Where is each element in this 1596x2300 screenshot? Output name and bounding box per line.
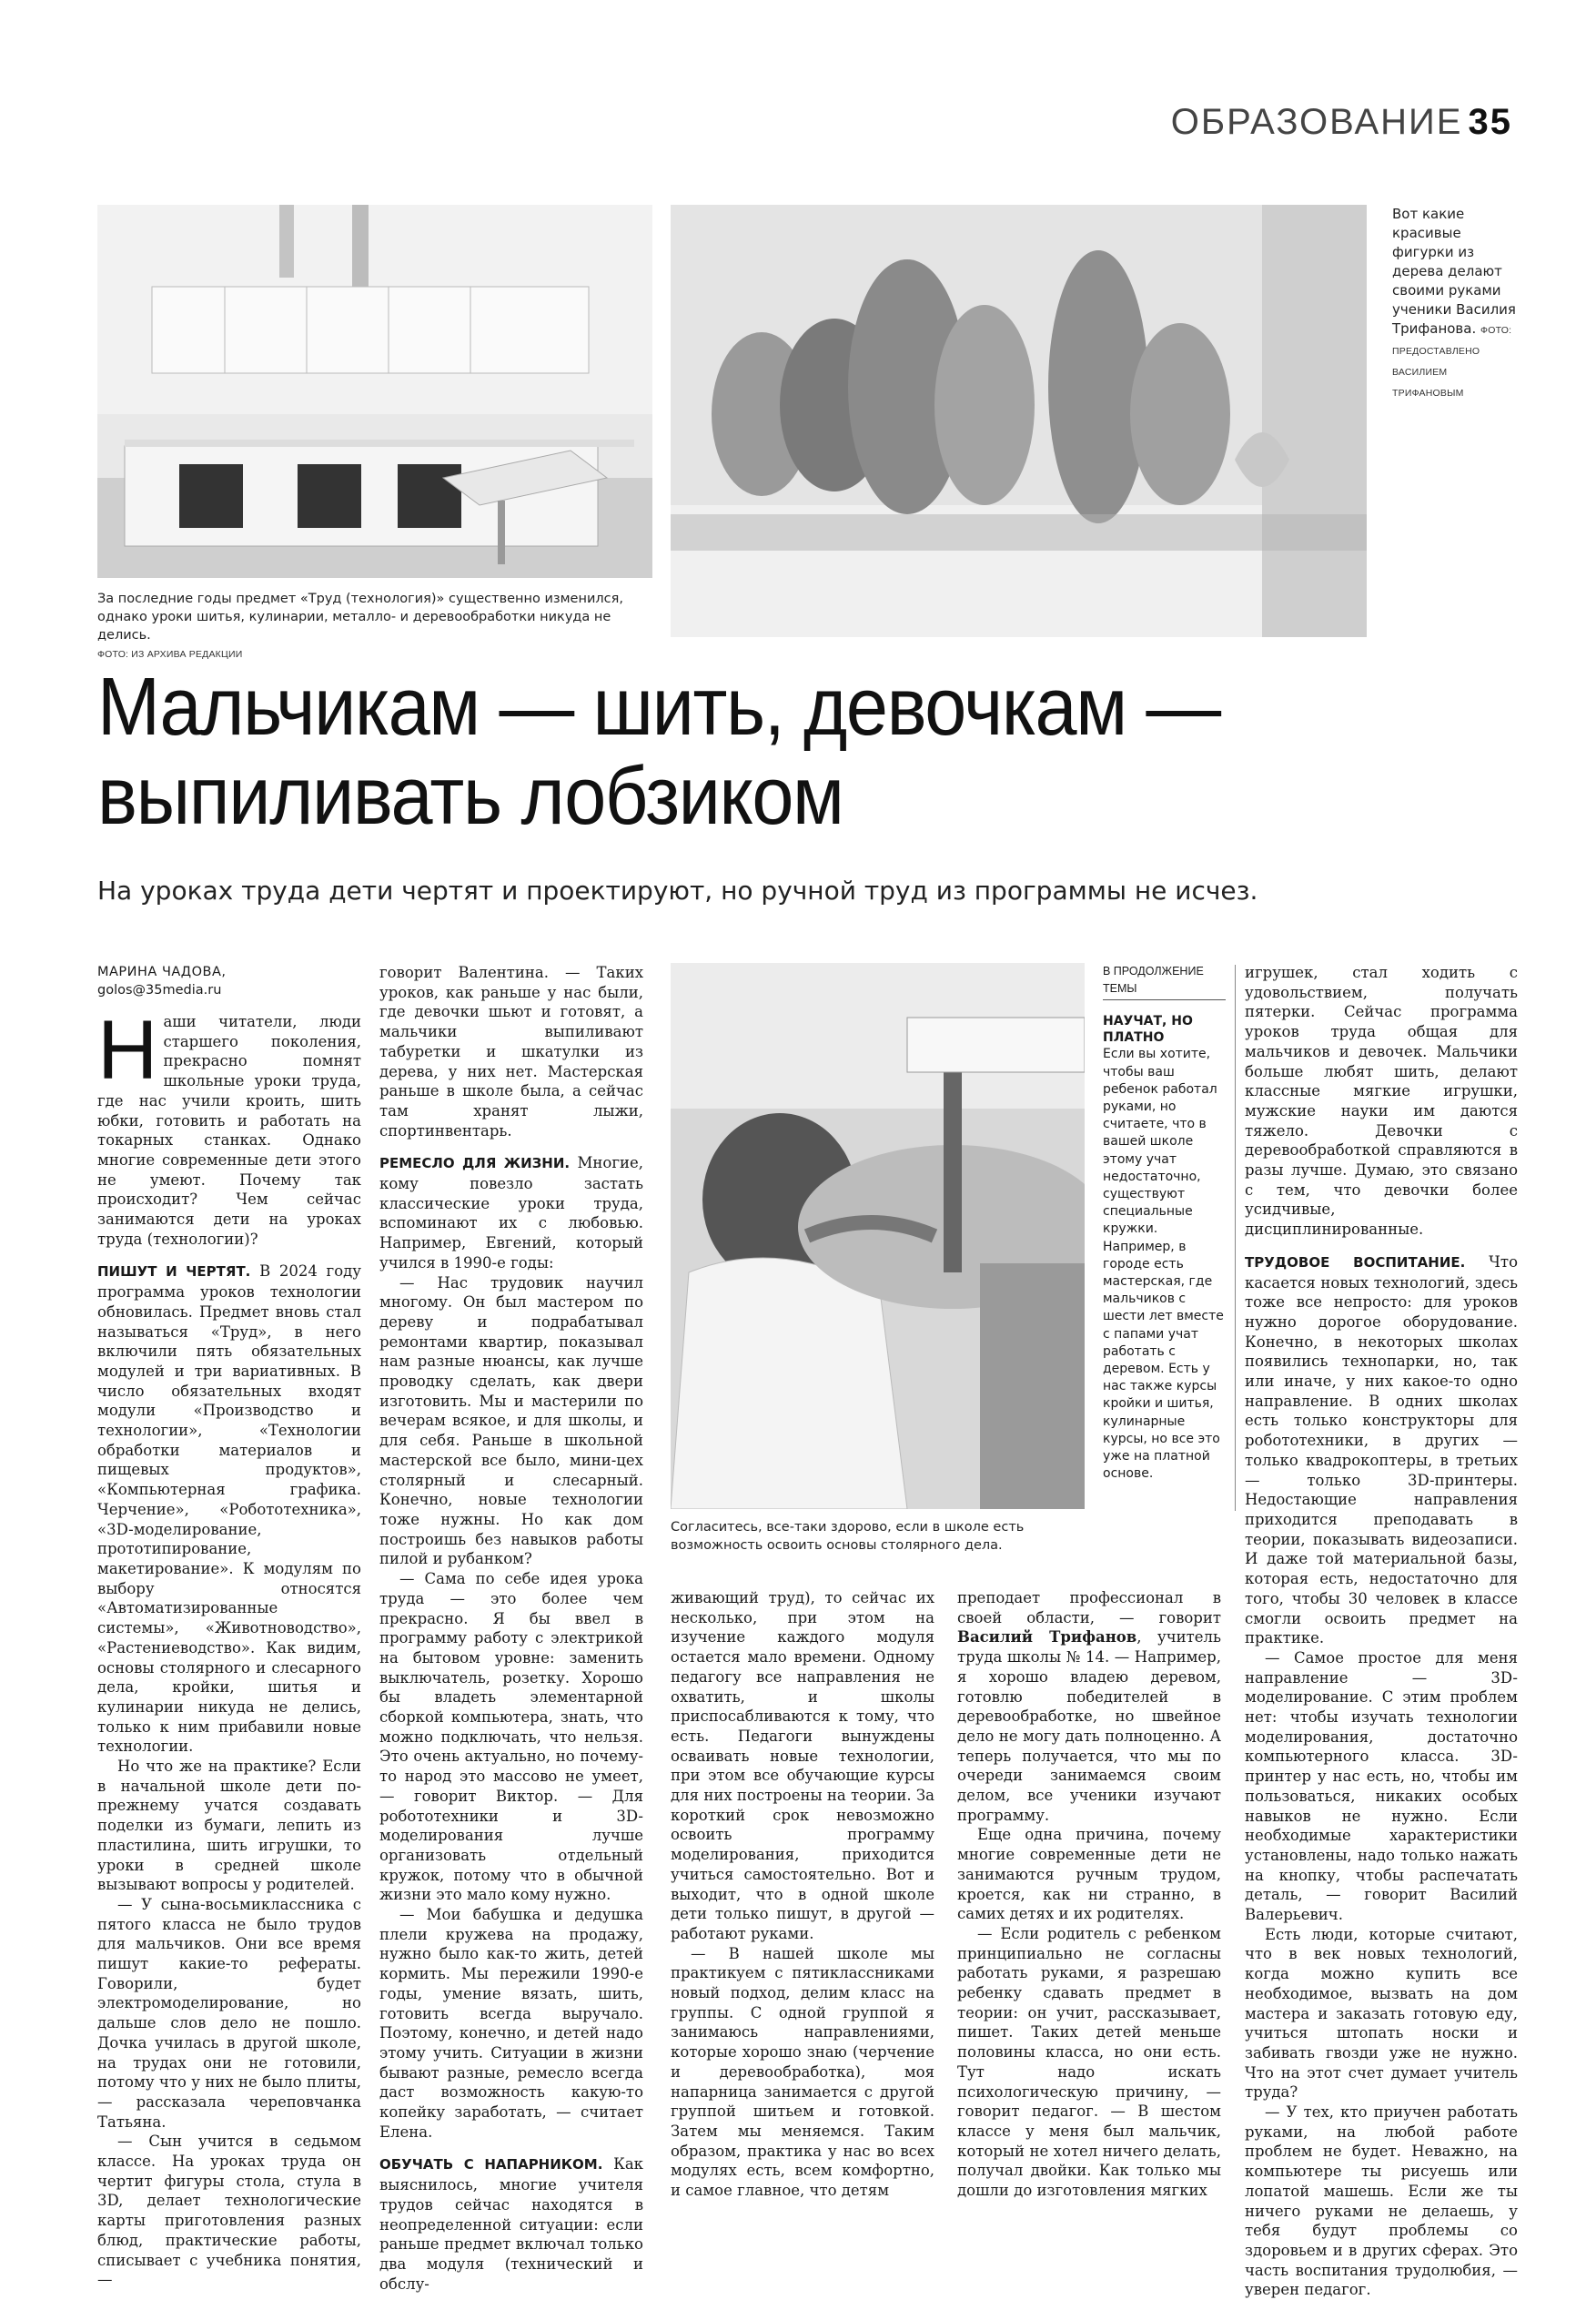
paragraph: — Самое простое для меня направление — 3D-моделирование. С этим проблем нет: чтобы изучать технологии моделирования, достаточно компьютерного класса. 3D-принтер у нас есть, но, чтобы им пользоваться, никаких особых навыков не нужно. Если необходимые характеристики установлены, надо только нажать на кнопку, чтобы распечатать деталь, — говорит Василий Валерьевич. bbox=[1245, 1648, 1518, 1924]
sidebar-title: НАУЧАТ, НО ПЛАТНО bbox=[1103, 1014, 1193, 1046]
paragraph: РЕМЕСЛО ДЛЯ ЖИЗНИ. Многие, кому повезло застать классические уроки труда, вспоминают их с любовью. Например, Евгений, который учился в 1990-е годы: bbox=[379, 1154, 643, 1272]
photo2-credit: ФОТО: ПРЕДОСТАВЛЕНО ВАСИЛИЕМ ТРИФАНОВЫМ bbox=[1392, 325, 1512, 399]
photo1-credit: ФОТО: ИЗ АРХИВА РЕДАКЦИИ bbox=[97, 649, 243, 660]
paragraph: ОБУЧАТЬ С НАПАРНИКОМ. Как выяснилось, многие учителя трудов сейчас находятся в неопределенной ситуации: если раньше предмет включал только два модуля (технический и обслу- bbox=[379, 2155, 643, 2293]
photo3-caption: Согласитесь, все-таки здорово, если в школе есть возможность освоить основы столярного дела. bbox=[671, 1520, 1025, 1553]
subheadline: На уроках труда дети чертят и проектируют, но ручной труд из программы не исчез. bbox=[97, 876, 1258, 906]
paragraph: — Сама по себе идея урока труда — это более чем прекрасно. Я бы ввел в программу работу с электрикой на бытовом уровне: заменить выключатель, розетку. Хорошо бы владеть элементарной сборкой компьютера, знать, что можно подключать, что нельзя. Это очень актуально, но почему-то народ это массово не умеет, — говорит Виктор. — Для робототехники и 3D-моделирования лучше организовать отдельный кружок, потому что в обычной жизни это мало кому нужно. bbox=[379, 1570, 643, 1904]
section-name: ОБРАЗОВАНИЕ bbox=[1170, 102, 1463, 142]
paragraph: преподает профессионал в своей области, — говорит Василий Трифанов, учитель труда школы № 14. — Например, я хорошо владею деревом, готовлю победителей в деревообработке, но швейное дело не могу дать полноценно. А теперь получается, что мы по очереди занимаемся своим делом, все ученики изучают программу. bbox=[957, 1589, 1222, 1824]
article-column-3 bbox=[671, 1588, 934, 2201]
article-column-1 bbox=[97, 1004, 361, 2290]
sidebar-divider bbox=[1235, 965, 1236, 1511]
teacher-name: Василий Трифанов bbox=[957, 1628, 1137, 1646]
paragraph: Еще одна причина, почему многие современные дети не занимаются ручным трудом, кроется, как ни странно, в самих детях и их родителях. bbox=[957, 1826, 1221, 1923]
sidebar-text: Если вы хотите, чтобы ваш ребенок работал руками, но считаете, что в вашей школе этому учат недостаточно, существуют специальные кружки. Например, в городе есть мастерская, где мальчиков с шести лет вместе с папами учат работать с деревом. Есть у нас также курсы кройки и шитья, кулинарные курсы, но все это уже на платной основе. bbox=[1103, 1047, 1224, 1482]
photo1-caption: За последние годы предмет «Труд (технология)» существенно изменился, однако уроки шитья, кулинарии, металло- и деревообработки никуда не делись. ФОТО: ИЗ АРХИВА РЕДАКЦИИ bbox=[97, 592, 623, 660]
sidebar-box bbox=[1103, 963, 1226, 1483]
section-header bbox=[1171, 102, 1512, 143]
paragraph: — Если родитель с ребенком принципиально не согласны работать руками, я разрешаю ребенку сдавать предмет в теории: он учит, рассказывает, пишет. Таких детей меньше половины класса, но они есть. Тут надо искать психологическую причину, — говорит педагог. — В шестом классе у меня был мальчик, который не хотел ничего делать, получал двойки. Как только мы дошли до изготовления мягких bbox=[957, 1924, 1221, 2200]
author-name: МАРИНА ЧАДОВА, bbox=[97, 965, 227, 979]
boy-jigsaw-photo bbox=[671, 963, 1085, 1509]
rubric-trudovoe: ТРУДОВОЕ ВОСПИТАНИЕ. bbox=[1245, 1253, 1466, 1271]
paragraph: — У тех, кто приучен работать руками, на любой работе проблем не будет. Неважно, на компьютере ты рисуешь или лопатой машешь. Если же ты ничего руками не делаешь, у тебя будут проблемы со здоровьем и в других сферах. Это часть воспитания трудолюбия, — уверен педагог. bbox=[1245, 2103, 1518, 2299]
paragraph: живающий труд), то сейчас их несколько, при этом на изучение каждого модуля остается мало времени. Одному педагогу все направления не охватить, и школы приспосабливаются к тому, что есть. Педагоги вынуждены осваивать новые технологии, при этом все обучающие курсы для них построены на теории. За короткий срок невозможно освоить программу моделирования, приходится учиться самостоятельно. Вот и выходит, что в одной школе дети только пишут, в другой — работают руками. bbox=[671, 1589, 934, 1942]
article-column-4 bbox=[957, 1588, 1221, 2201]
paragraph: ТРУДОВОЕ ВОСПИТАНИЕ. Что касается новых технологий, здесь тоже все непросто: для уроков нужно дорогое оборудование. Конечно, в некоторых школах появились технопарки, но, так или иначе, у них какое-то одно направление. В одних школах есть только конструкторы для робототехники, в других — только квадрокоптеры, в третьих — только 3D-принтеры. Недостающие направления приходится преподавать в теории, показывать видеозаписи. И даже той материальной базы, которая есть, недостаточно для того, чтобы 30 человек в классе смогли освоить предмет на практике. bbox=[1245, 1252, 1518, 1647]
page-number: 35 bbox=[1468, 102, 1512, 142]
author-email: golos@35media.ru bbox=[97, 983, 222, 998]
article-column-2 bbox=[379, 963, 643, 2294]
paragraph: говорит Валентина. — Таких уроков, как раньше у нас были, где девочки шьют и готовят, а мальчики выпиливают табуретки и шкатулки из дерева, у них нет. Мастерская раньше в школе была, а сейчас там хранят лыжи, спортинвентарь. bbox=[379, 964, 643, 1140]
headline-line-2: выпиливать лобзиком bbox=[97, 751, 843, 842]
rubric-remeslo: РЕМЕСЛО ДЛЯ ЖИЗНИ. bbox=[379, 1155, 571, 1172]
sidebar-tag: В ПРОДОЛЖЕНИЕ ТЕМЫ bbox=[1103, 963, 1226, 1000]
drop-cap: Н bbox=[97, 1004, 158, 1097]
paragraph: — В нашей школе мы практикуем с пятиклассниками новый подход, делим класс на группы. С одной группой я занимаюсь направлениями, которые хорошо знаю (черчение и деревообработка), моя напарница занимается с другой группой шитьем и готовкой. Затем мы меняемся. Таким образом, практика у нас во всех модулях есть, всем комфортно, и самое главное, что детям bbox=[671, 1944, 934, 2200]
paragraph: — У сына-восьмиклассника с пятого класса не было трудов для мальчиков. Они все время пишут какие-то рефераты. Говорили, будет электромоделирование, но дальше слов дело не пошло. Дочка училась в другой школе, на трудах они не готовили, потому что у них не было плиты, — рассказала череповчанка Татьяна. bbox=[97, 1895, 361, 2131]
paragraph: — Мои бабушка и дедушка плели кружева на продажу, нужно было как-то жить, детей кормить. Мы пережили 1990-е годы, умение вязать, шить, готовить всегда выручало. Поэтому, конечно, и детей надо этому учить. Ситуации в жизни бывают разные, ремесло всегда даст возможность какую-то копейку заработать, — считает Елена. bbox=[379, 1906, 643, 2141]
paragraph: игрушек, стал ходить с удовольствием, получать пятерки. Сейчас программа уроков труда общая для мальчиков и девочек. Мальчики больше любят шить, делают классные мягкие игрушки, мужские науки им даются тяжело. Девочки с деревообработкой справляются в разы лучше. Думаю, это связано с тем, что девочки более усидчивые, дисциплинированные. bbox=[1245, 964, 1518, 1239]
wooden-figures-photo bbox=[671, 205, 1367, 637]
article-column-5 bbox=[1245, 963, 1518, 2300]
headline-line-1: Мальчикам — шить, девочкам — bbox=[97, 662, 1220, 753]
paragraph: — Нас трудовик научил многому. Он был мастером по дереву и подрабатывал ремонтами квартир, показывал нам разные нюансы, как лучше проводку сделать, как двери изготовить. Мы и мастерили по вечерам всякое, и для школы, и для себя. Раньше в школьной мастерской все было, мини-цех столярный и слесарный. Конечно, новые технологии тоже нужны. Но как дом построишь без навыков работы пилой и рубанком? bbox=[379, 1273, 643, 1568]
paragraph: — Сын учится в седьмом классе. На уроках труда он чертит фигуры стола, стула в 3D, делает технологические карты приготовления разных блюд, практические работы, списывает с учебника понятия, — bbox=[97, 2133, 361, 2289]
paragraph: Есть люди, которые считают, что в век новых технологий, когда можно купить все необходимое, вызвать на дом мастера и заказать готовую еду, учиться штопать носки и забивать гвозди уже не нужно. Что на этот счет думает учитель труда? bbox=[1245, 1925, 1518, 2102]
rubric-pishut: ПИШУТ И ЧЕРТЯТ. bbox=[97, 1263, 251, 1281]
author-byline bbox=[97, 963, 227, 999]
paragraph: ПИШУТ И ЧЕРТЯТ. В 2024 году программа уроков технологии обновилась. Предмет вновь стал называться «Труд», в него включили пять обязательных модулей и три вариативных. В число обязательных входят модули «Производство и технологии», «Технологии обработки материалов и пищевых продуктов», «Компьютерная графика. Черчение», «Робототехника», «3D-моделирование, прототипирование, макетирование». К модулям по выбору относятся «Автоматизированные системы», «Животноводство», «Растениеводство». Как видим, основы столярного и слесарного дела, кройки, шитья и кулинарии никуда не делись, только к ним прибавили новые технологии. bbox=[97, 1262, 361, 1756]
headline bbox=[97, 663, 1403, 841]
paragraph: Но что же на практике? Если в начальной школе дети по-прежнему учатся создавать поделки из бумаги, лепить из пластилина, шить игрушки, то уроки в средней школе вызывают вопросы у родителей. bbox=[97, 1758, 361, 1894]
rubric-obuchat: ОБУЧАТЬ С НАПАРНИКОМ. bbox=[379, 2156, 603, 2173]
photo2-caption: Вот какие красивые фигурки из дерева делают своими руками ученики Василия Трифанова. ФОТО: ПРЕДОСТАВЛЕНО ВАСИЛИЕМ ТРИФАНОВЫМ bbox=[1392, 206, 1516, 399]
intro-paragraph: Наши читатели, люди старшего поколения, прекрасно помнят школьные уроки труда, где нас учили кроить, шить юбки, готовить и работать на токарных станках. Однако многие современные дети этого не умеют. Почему так происходит? Чем сейчас занимаются дети на уроках труда (технологии)? bbox=[97, 1004, 361, 1248]
kitchen-classroom-photo bbox=[97, 205, 652, 578]
